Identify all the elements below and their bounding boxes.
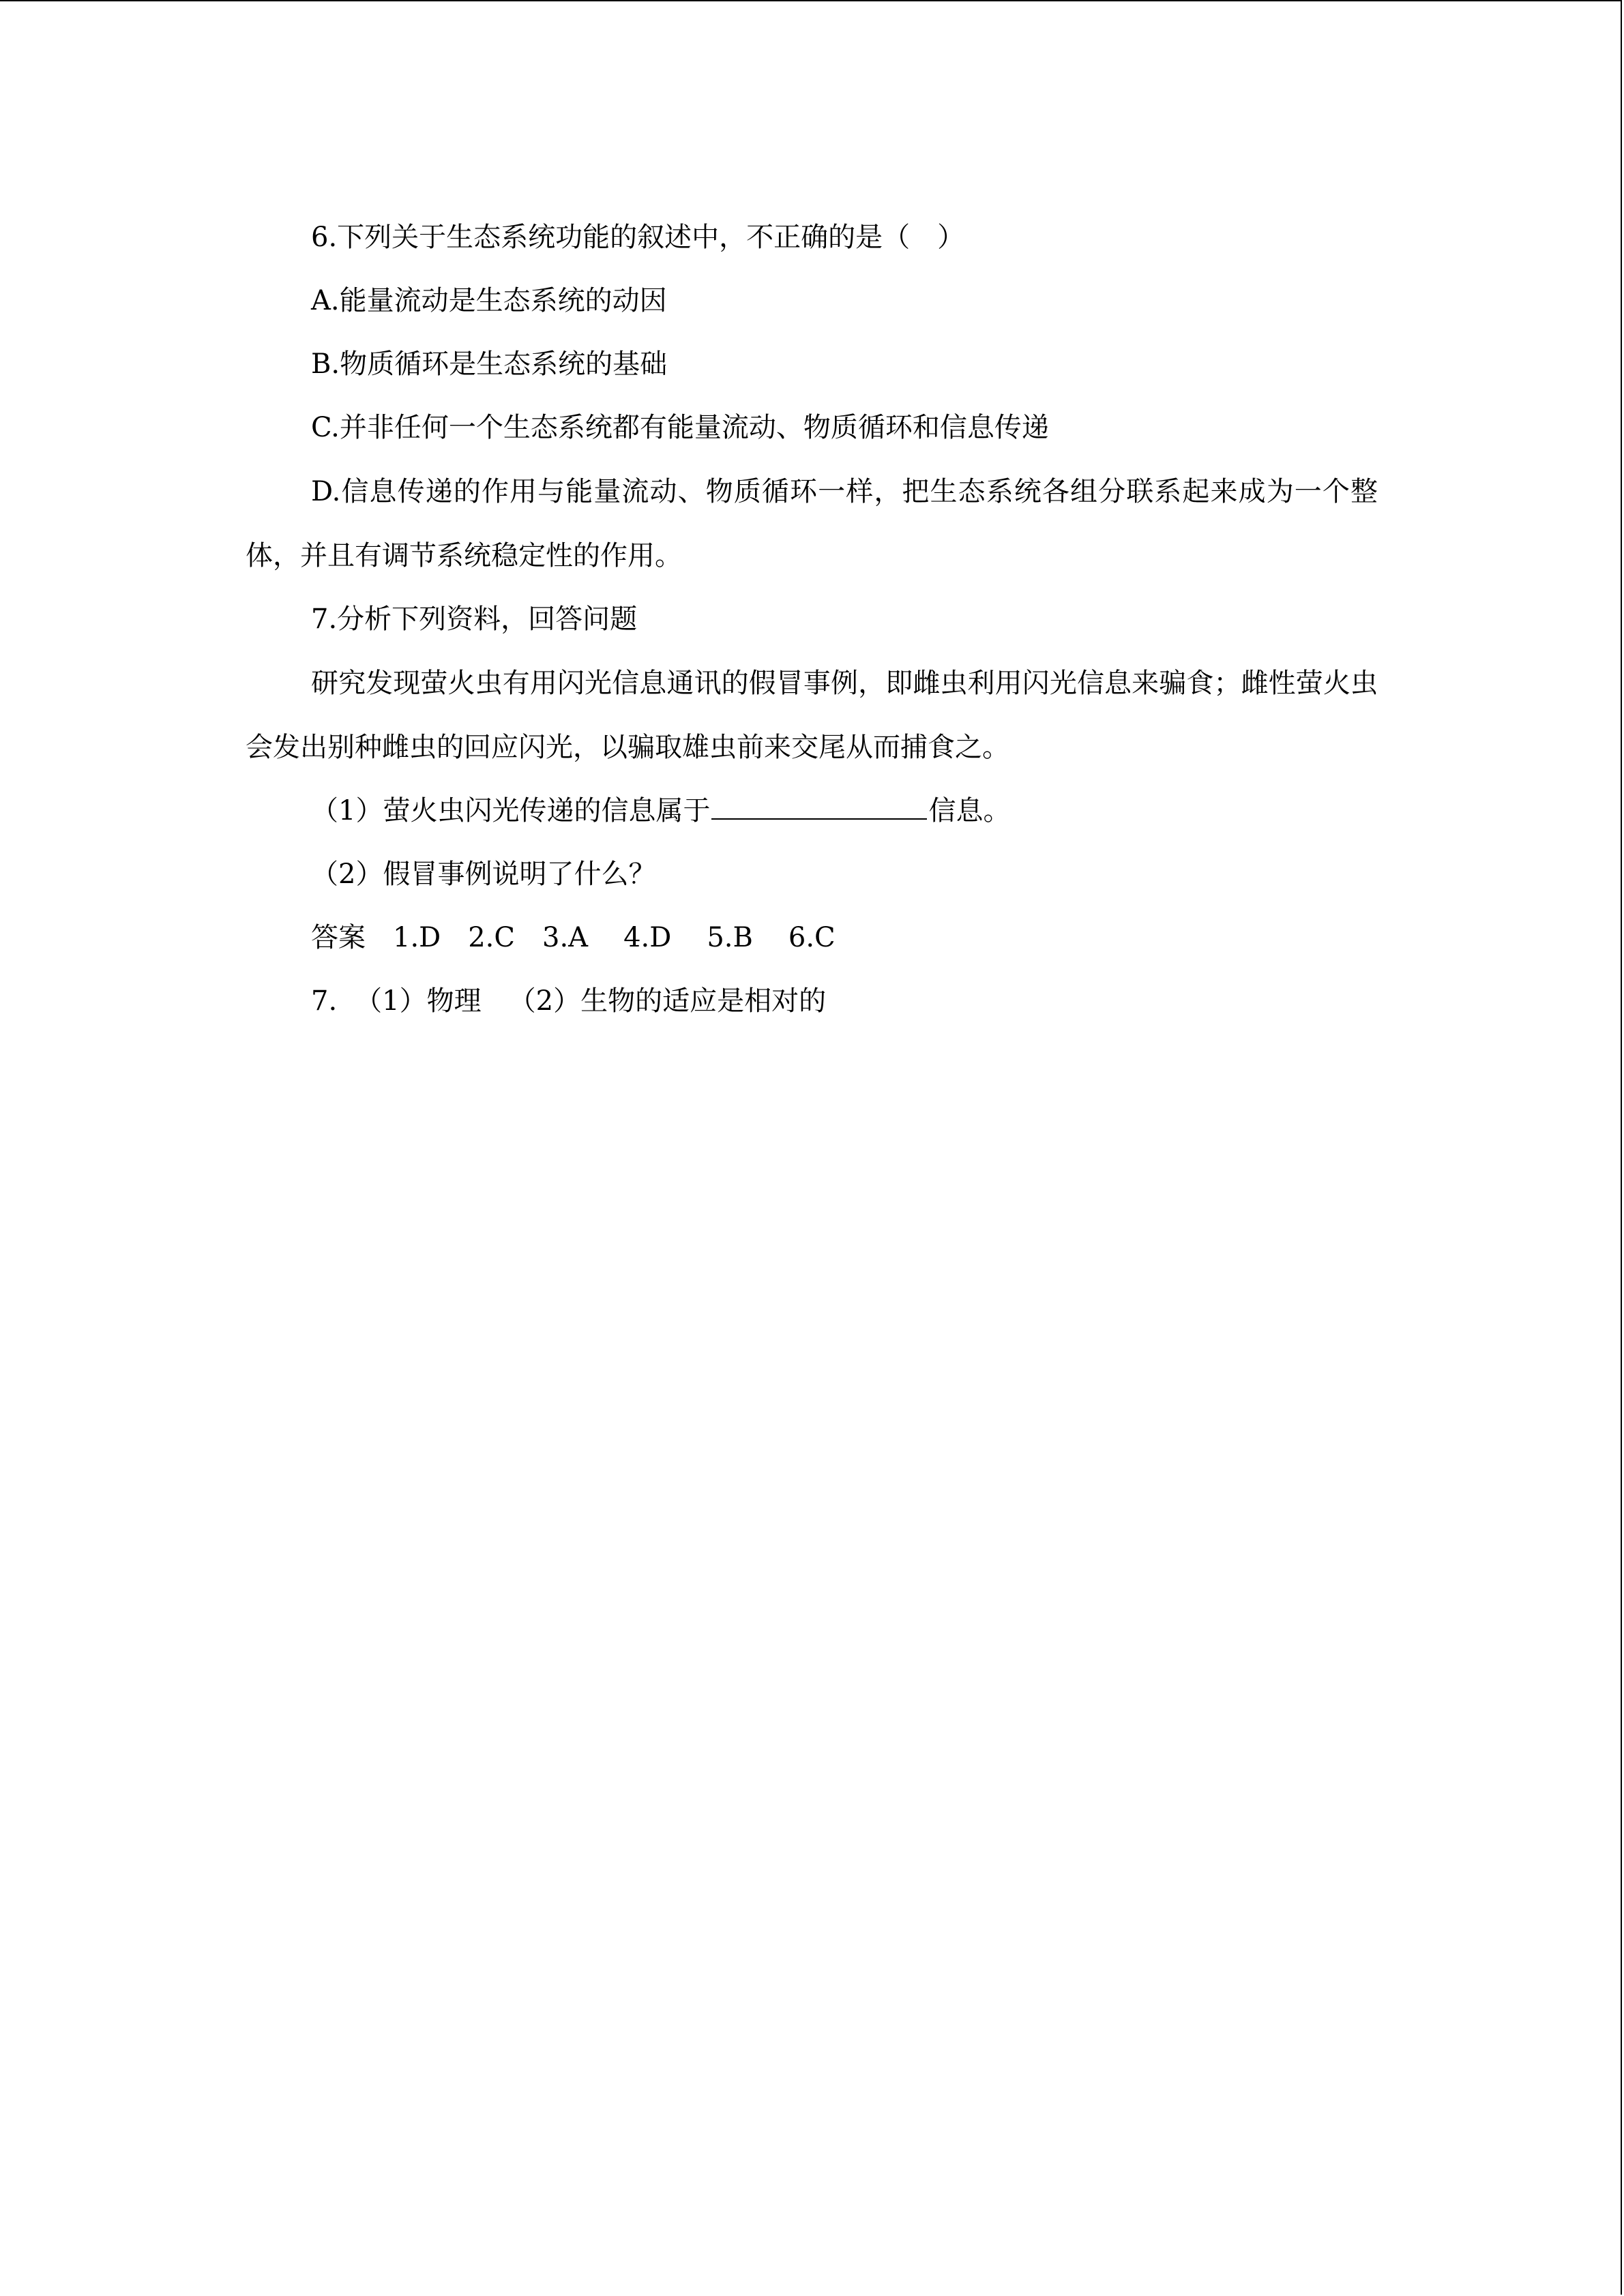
answer-key-line [246, 906, 1378, 970]
answer-7-part-2: （2）生物的适应是相对的 [508, 985, 827, 1017]
question-6-option-c: C.并非任何一个生态系统都有能量流动、物质循环和信息传递 [311, 412, 1049, 443]
answer-item: 6.C [788, 922, 836, 953]
question-7-sub-2: （2）假冒事例说明了什么？ [311, 859, 656, 890]
answer-item: 4.D [623, 922, 672, 953]
answer-item: 3.A [542, 922, 589, 953]
question-7-stem: 7.分析下列资料，回答问题 [311, 603, 638, 635]
answer-item: 2.C [468, 922, 516, 953]
answer-item: 1.D [393, 922, 441, 953]
question-6-option-b: B.物质循环是生态系统的基础 [311, 348, 668, 380]
answer-7-number: 7. [311, 985, 338, 1017]
sub-1-text-after: 信息。 [928, 795, 1011, 826]
question-6-option-a: A.能量流动是生态系统的动因 [311, 285, 667, 316]
answer-label: 答案 [311, 922, 366, 953]
question-6-option-d: D.信息传递的作用与能量流动、物质循环一样，把生态系统各组分联系起来成为一个整体，并且有调节系统稳定性的作用。 [246, 476, 1378, 571]
page-content [246, 206, 1378, 1033]
fill-in-blank [711, 791, 927, 820]
question-7-sub-1 [246, 779, 1378, 843]
answer-item: 5.B [707, 922, 753, 953]
sub-1-text-before: （1）萤火虫闪光传递的信息属于 [311, 795, 711, 826]
question-6-stem: 6.下列关于生态系统功能的叙述中，不正确的是（ ） [311, 222, 965, 253]
answer-7-part-1: （1）物理 [355, 985, 482, 1017]
question-7-material: 研究发现萤火虫有用闪光信息通讯的假冒事例，即雌虫利用闪光信息来骗食；雌性萤火虫会发出别种雌虫的回应闪光，以骗取雄虫前来交尾从而捕食之。 [246, 668, 1378, 763]
answer-7-line [246, 970, 1378, 1033]
